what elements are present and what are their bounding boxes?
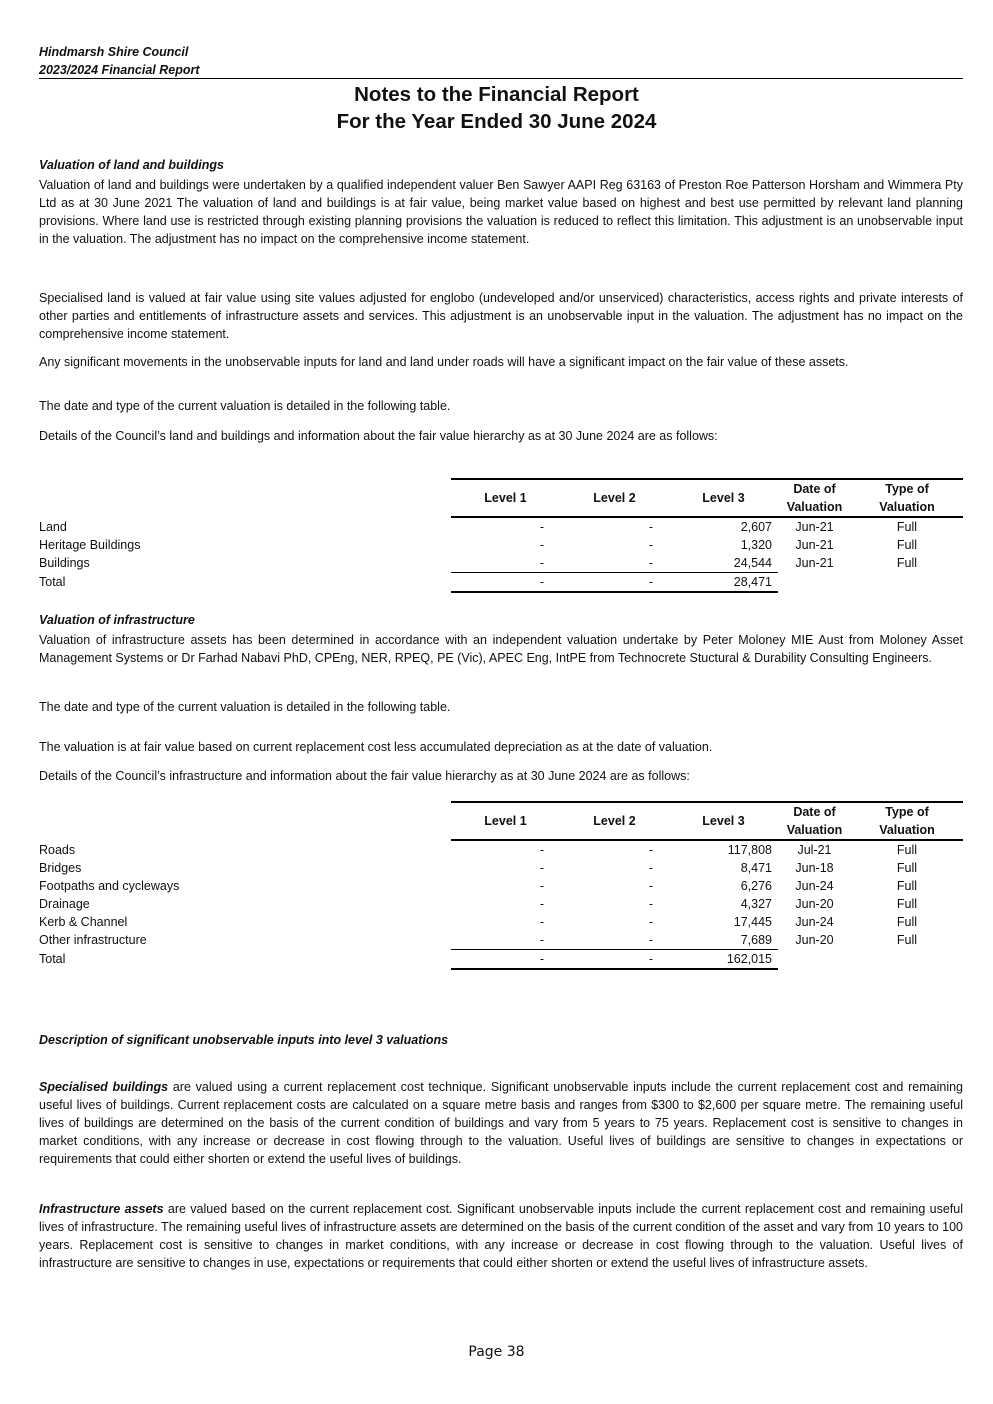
infra-paragraph-4: Details of the Council’s infrastructure and information about the fair value hierarchy as at 30 June 2024 are as follows: xyxy=(39,769,690,783)
infra-fair-value-table xyxy=(39,801,963,970)
col-level1: Level 1 xyxy=(451,479,560,517)
land-fair-value-table xyxy=(39,478,963,593)
col-date: Date of Valuation xyxy=(778,479,851,517)
table-row: Footpaths and cycleways - - 6,276 Jun-24 Full xyxy=(39,879,918,893)
table-row: Other infrastructure - - 7,689 Jun-20 Full xyxy=(39,931,963,950)
table-row: Kerb & Channel - - 17,445 Jun-24 Full xyxy=(39,915,918,929)
table-row: Bridges - - 8,471 Jun-18 Full xyxy=(39,861,918,875)
report-name: 2023/2024 Financial Report xyxy=(39,63,200,77)
report-org: Hindmarsh Shire Council xyxy=(39,45,189,59)
specialised-buildings-paragraph: Specialised buildings are valued using a current replacement cost technique. Significant unobservable inputs include the current replacement cost and remaining useful lives of buildings. Current replacement costs are calculated on a square metre basis and ranges from $300 to $2,600 per square metre. The remaining useful lives of buildings are determined on the basis of the current condition of buildings and vary from 5 years to 75 years. Replacement cost is sensitive to changes in market conditions, with any increase or decrease in cost flowing through to the valuation. Useful lives of buildings are sensitive to changes in expectations or requirements that could either shorten or extend the useful lives of buildings. xyxy=(39,1080,964,1166)
infra-paragraph-3: The valuation is at fair value based on current replacement cost less accumulated depreciation as at the date of valuation. xyxy=(39,740,713,754)
specialised-buildings-lead: Specialised buildings xyxy=(39,1080,169,1094)
col-type: Type of Valuation xyxy=(851,479,963,517)
col-level2: Level 2 xyxy=(560,479,669,517)
col-type: Type of Valuation xyxy=(851,802,963,840)
table-total-row: Total - - 162,015 xyxy=(39,950,963,970)
col-level3: Level 3 xyxy=(669,479,778,517)
land-heading: Valuation of land and buildings xyxy=(39,158,224,172)
land-paragraph-5: Details of the Council’s land and buildings and information about the fair value hierarchy as at 30 June 2024 are as follows: xyxy=(39,429,718,443)
infrastructure-assets-paragraph: Infrastructure assets are valued based on the current replacement cost. Significant unobservable inputs include the current replacement cost and remaining useful lives of infrastructure. The remaining useful lives of infrastructure assets are determined on the basis of the current condition of the asset and vary from 10 years to 100 years. Replacement cost is sensitive to changes in market conditions, with any increase or decrease in cost flowing through to the valuation. Useful lives of infrastructure are sensitive to changes in use, expectations or requirements that could either shorten or extend the useful lives of infrastructure assets. xyxy=(39,1202,963,1270)
infra-heading: Valuation of infrastructure xyxy=(39,613,195,627)
land-paragraph-2: Specialised land is valued at fair value using site values adjusted for englobo (undeveloped and/or unserviced) characteristics, access rights and private interests of other parties and entitlements of infrastructure assets and services. This adjustment is an unobservable input in the valuation. The adjustment has no impact on the comprehensive income statement. xyxy=(39,291,963,341)
table-total-row: Total - - 28,471 xyxy=(39,573,963,593)
table-row: Heritage Buildings - - 1,320 Jun-21 Full xyxy=(39,538,918,552)
infra-paragraph-2: The date and type of the current valuation is detailed in the following table. xyxy=(39,700,451,714)
land-paragraph-1: Valuation of land and buildings were undertaken by a qualified independent valuer Ben Sawyer AAPI Reg 63163 of Preston Roe Patterson Horsham and Wimmera Pty Ltd as at 30 June 2021 The valuation of land and buildings is at fair value, being market value based on highest and best use permitted by relevant land planning provisions. Where land use is restricted through existing planning provisions the valuation is reduced to reflect this limitation. This adjustment is an unobservable input in the valuation. The adjustment has no impact on the comprehensive income statement. xyxy=(39,178,963,246)
table-row: Drainage - - 4,327 Jun-20 Full xyxy=(39,897,918,911)
col-level2: Level 2 xyxy=(560,802,669,840)
table-row: Land - - 2,607 Jun-21 Full xyxy=(39,519,918,534)
land-paragraph-3: Any significant movements in the unobservable inputs for land and land under roads will have a significant impact on the fair value of these assets. xyxy=(39,355,849,369)
col-level3: Level 3 xyxy=(669,802,778,840)
table-row: Roads - - 117,808 Jul-21 Full xyxy=(39,842,918,857)
page-title: Notes to the Financial Report xyxy=(354,83,639,106)
header-rule xyxy=(39,78,963,79)
level3-heading: Description of significant unobservable inputs into level 3 valuations xyxy=(39,1033,449,1047)
col-date: Date of Valuation xyxy=(778,802,851,840)
page-subtitle: For the Year Ended 30 June 2024 xyxy=(336,110,657,133)
table-row: Buildings - - 24,544 Jun-21 Full xyxy=(39,554,963,573)
land-paragraph-4: The date and type of the current valuation is detailed in the following table. xyxy=(39,399,451,413)
col-level1: Level 1 xyxy=(451,802,560,840)
infrastructure-assets-lead: Infrastructure assets xyxy=(39,1202,164,1216)
infra-paragraph-1: Valuation of infrastructure assets has been determined in accordance with an independent valuation undertake by Peter Moloney MIE Aust from Moloney Asset Management Systems or Dr Farhad Nabavi PhD, CPEng, NER, RPEQ, PE (Vic), APEC Eng, IntPE from Technocrete Stuctural & Durability Consulting Engineers. xyxy=(39,633,963,665)
page-number: Page 38 xyxy=(468,1344,525,1360)
